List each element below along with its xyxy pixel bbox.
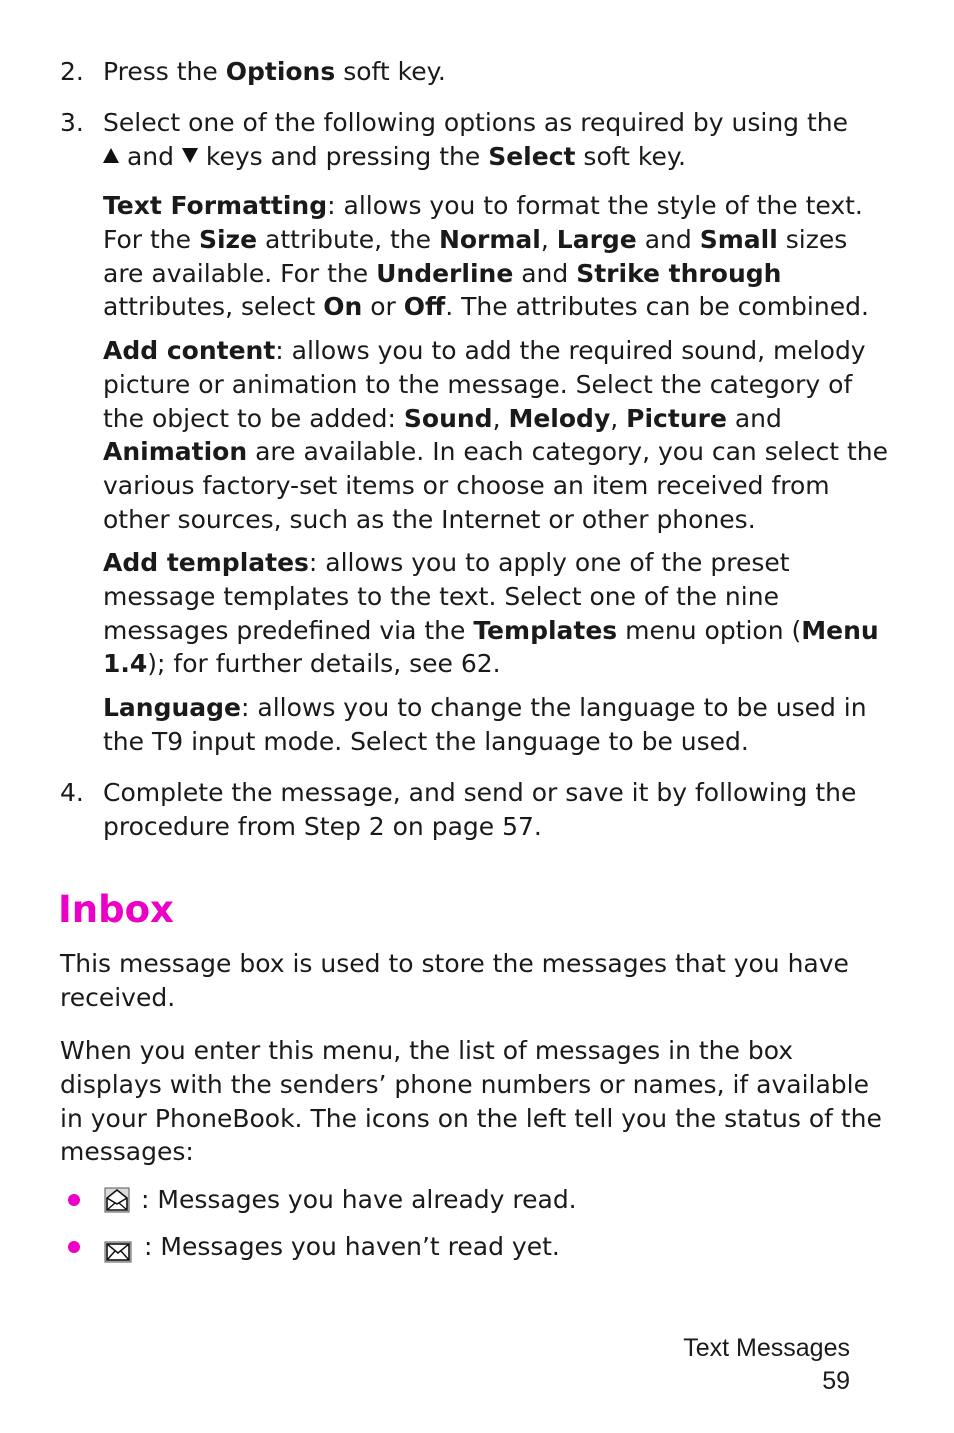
option-term: Language	[103, 693, 242, 722]
step-text: Complete the message, and send or save it by following the procedure from Step 2 on page 57.	[103, 778, 857, 841]
up-arrow-icon	[103, 148, 119, 163]
option-language: Language: allows you to change the language to be used in the T9 input mode. Select the language to be used.	[103, 693, 867, 756]
down-arrow-icon	[182, 148, 198, 163]
step-number: 3.	[60, 108, 84, 137]
bullet-text: : Messages you haven’t read yet.	[144, 1232, 560, 1261]
bullet-text: : Messages you have already read.	[141, 1185, 577, 1214]
open-envelope-icon	[104, 1187, 130, 1222]
option-term: Add templates	[103, 548, 309, 577]
closed-envelope-icon	[104, 1238, 132, 1272]
option-text-formatting: Text Formatting: allows you to format the style of the text. For the Size attribute, the Normal, Large and Small sizes are available. For the Underline and Strike through attributes, select On or Off. The attributes can be combined.	[103, 191, 869, 322]
step-number: 2.	[60, 57, 84, 86]
option-term: Text Formatting	[103, 191, 328, 220]
section-heading-inbox: Inbox	[58, 888, 174, 931]
option-add-templates: Add templates: allows you to apply one of the preset message templates to the text. Select one of the nine messages predefined via the Templates menu option (Menu 1.4); for further details, see 62.	[103, 548, 879, 679]
footer-section-title: Text Messages	[683, 1334, 850, 1362]
step-text: Select one of the following options as required by using the and keys and pressing the Select soft key.	[103, 108, 849, 171]
inbox-intro-paragraph: This message box is used to store the messages that you have received.	[60, 949, 849, 1012]
step-number: 4.	[60, 778, 84, 807]
step-text: Press the Options soft key.	[103, 57, 446, 86]
bullet-dot	[68, 1241, 80, 1253]
page-footer	[683, 1332, 850, 1398]
option-add-content: Add content: allows you to add the required sound, melody picture or animation to the message. Select the category of the object to be added: Sound, Melody, Picture and Animation are available. In each category, you can select the various factory-set items or choose an item received from other sources, such as the Internet or other phones.	[103, 336, 888, 534]
page-number: 59	[822, 1367, 850, 1395]
option-term: Add content	[103, 336, 276, 365]
bullet-dot	[68, 1194, 80, 1206]
inbox-detail-paragraph: When you enter this menu, the list of messages in the box displays with the senders’ phone numbers or names, if available in your PhoneBook. The icons on the left tell you the status of the messages:	[60, 1036, 882, 1167]
